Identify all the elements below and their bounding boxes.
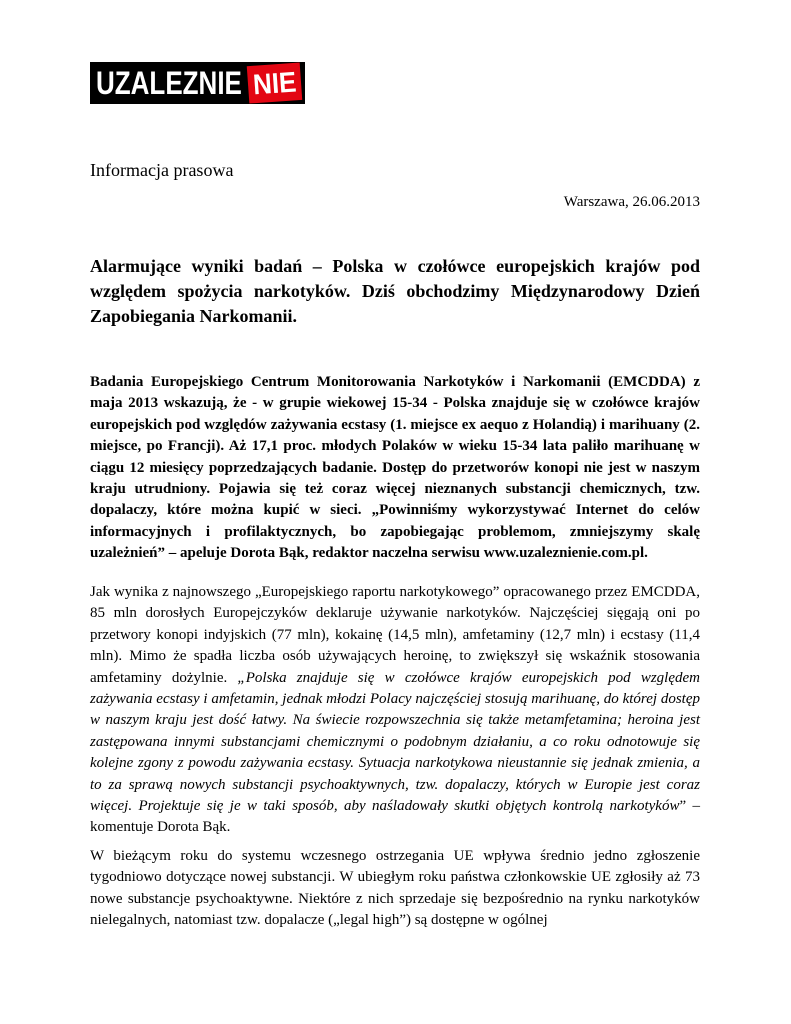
lead-paragraph: Badania Europejskiego Centrum Monitorowania Narkotyków i Narkomanii (EMCDDA) z maja 2013 wskazują, że - w grupie wiekowej 15-34 - Polska znajduje się w czołówce krajów europejskich pod względów zażywania ecstasy (1. miejsce ex aequo z Holandią) i marihuany (2. miejsce, po Francji). Aż 17,1 proc. młodych Polaków w wieku 15-34 lata paliło marihuanę w ciągu 12 miesięcy poprzedzających badanie. Dostęp do przetworów konopi nie jest w naszym kraju utrudniony. Pojawia się też coraz więcej nieznanych substancji chemicznych, tzw. dopalaczy, które można kupić w sieci. „Powinniśmy wykorzystywać Internet do celów informacyjnych i profilaktycznych, bo zapobiegając problemom, zmniejszymy skalę uzależnień” – apeluje Dorota Bąk, redaktor naczelna serwisu www.uzaleznienie.com.pl. — [90, 374, 700, 562]
body-paragraph-2: W bieżącym roku do systemu wczesnego ostrzegania UE wpływa średnio jedno zgłoszenie tygodniowo dotyczące nowej substancji. W ubiegłym roku państwa członkowskie UE zgłosiły aż 73 nowe substancje psychoaktywne. Niektóre z nich sprzedaje się bezpośrednio na rynku narkotyków nielegalnych, natomiast tzw. dopalacze („legal high”) są dostępne w ogólnej — [90, 848, 700, 929]
dateline: Warszawa, 26.06.2013 — [563, 194, 700, 210]
para1-intro: Jak wynika z najnowszego „Europejskiego raportu narkotykowego” opracowanego przez EMCDDA, 85 mln dorosłych Europejczyków deklaruje używanie narkotyków. Najczęściej sięgają oni po przetwory konopi indyjskich (77 mln), kokainę (14,5 mln), amfetaminy (12,7 mln) i ecstasy (11,4 mln). Mimo że spadła liczba osób używających heroinę, to zwiększył się wskaźnik stosowania amfetaminy dożylnie. — [90, 584, 700, 686]
body-paragraph-1 — [90, 582, 700, 839]
logo-dark-block — [90, 62, 305, 104]
press-release-label: Informacja prasowa — [90, 160, 234, 180]
headline: Alarmujące wyniki badań – Polska w czołówce europejskich krajów pod względem spożycia narkotyków. Dziś obchodzimy Międzynarodowy Dzień Zapobiegania Narkomanii. — [90, 256, 700, 326]
uzaleznienie-logo — [90, 62, 305, 104]
logo-main-text: UZALEZNIE — [90, 64, 248, 103]
para1-attribution: ” – komentuje Dorota Bąk. — [90, 798, 700, 836]
para1-quote: „Polska znajduje się w czołówce krajów europejskich pod względem zażywania ecstasy i amfetamin, jednak młodzi Polacy najczęściej stosują marihuanę, do której dostęp w naszym kraju jest dość łatwy. Na świecie rozpowszechnia się także metamfetamina; heroina jest zastępowana innymi substancjami chemicznymi o podobnym działaniu, a co roku odnotowuje się kolejne zgony z powodu zażywania ecstasy. Sytuacja narkotykowa nieustannie się jednak zmienia, a to za sprawą nowych substancji psychoaktywnych, tzw. dopalaczy, których w Europie jest coraz więcej. Projektuje się je w taki sposób, aby naśladowały skutki objętych kontrolą narkotyków — [90, 669, 700, 815]
logo-accent-text: NIE — [247, 62, 303, 103]
